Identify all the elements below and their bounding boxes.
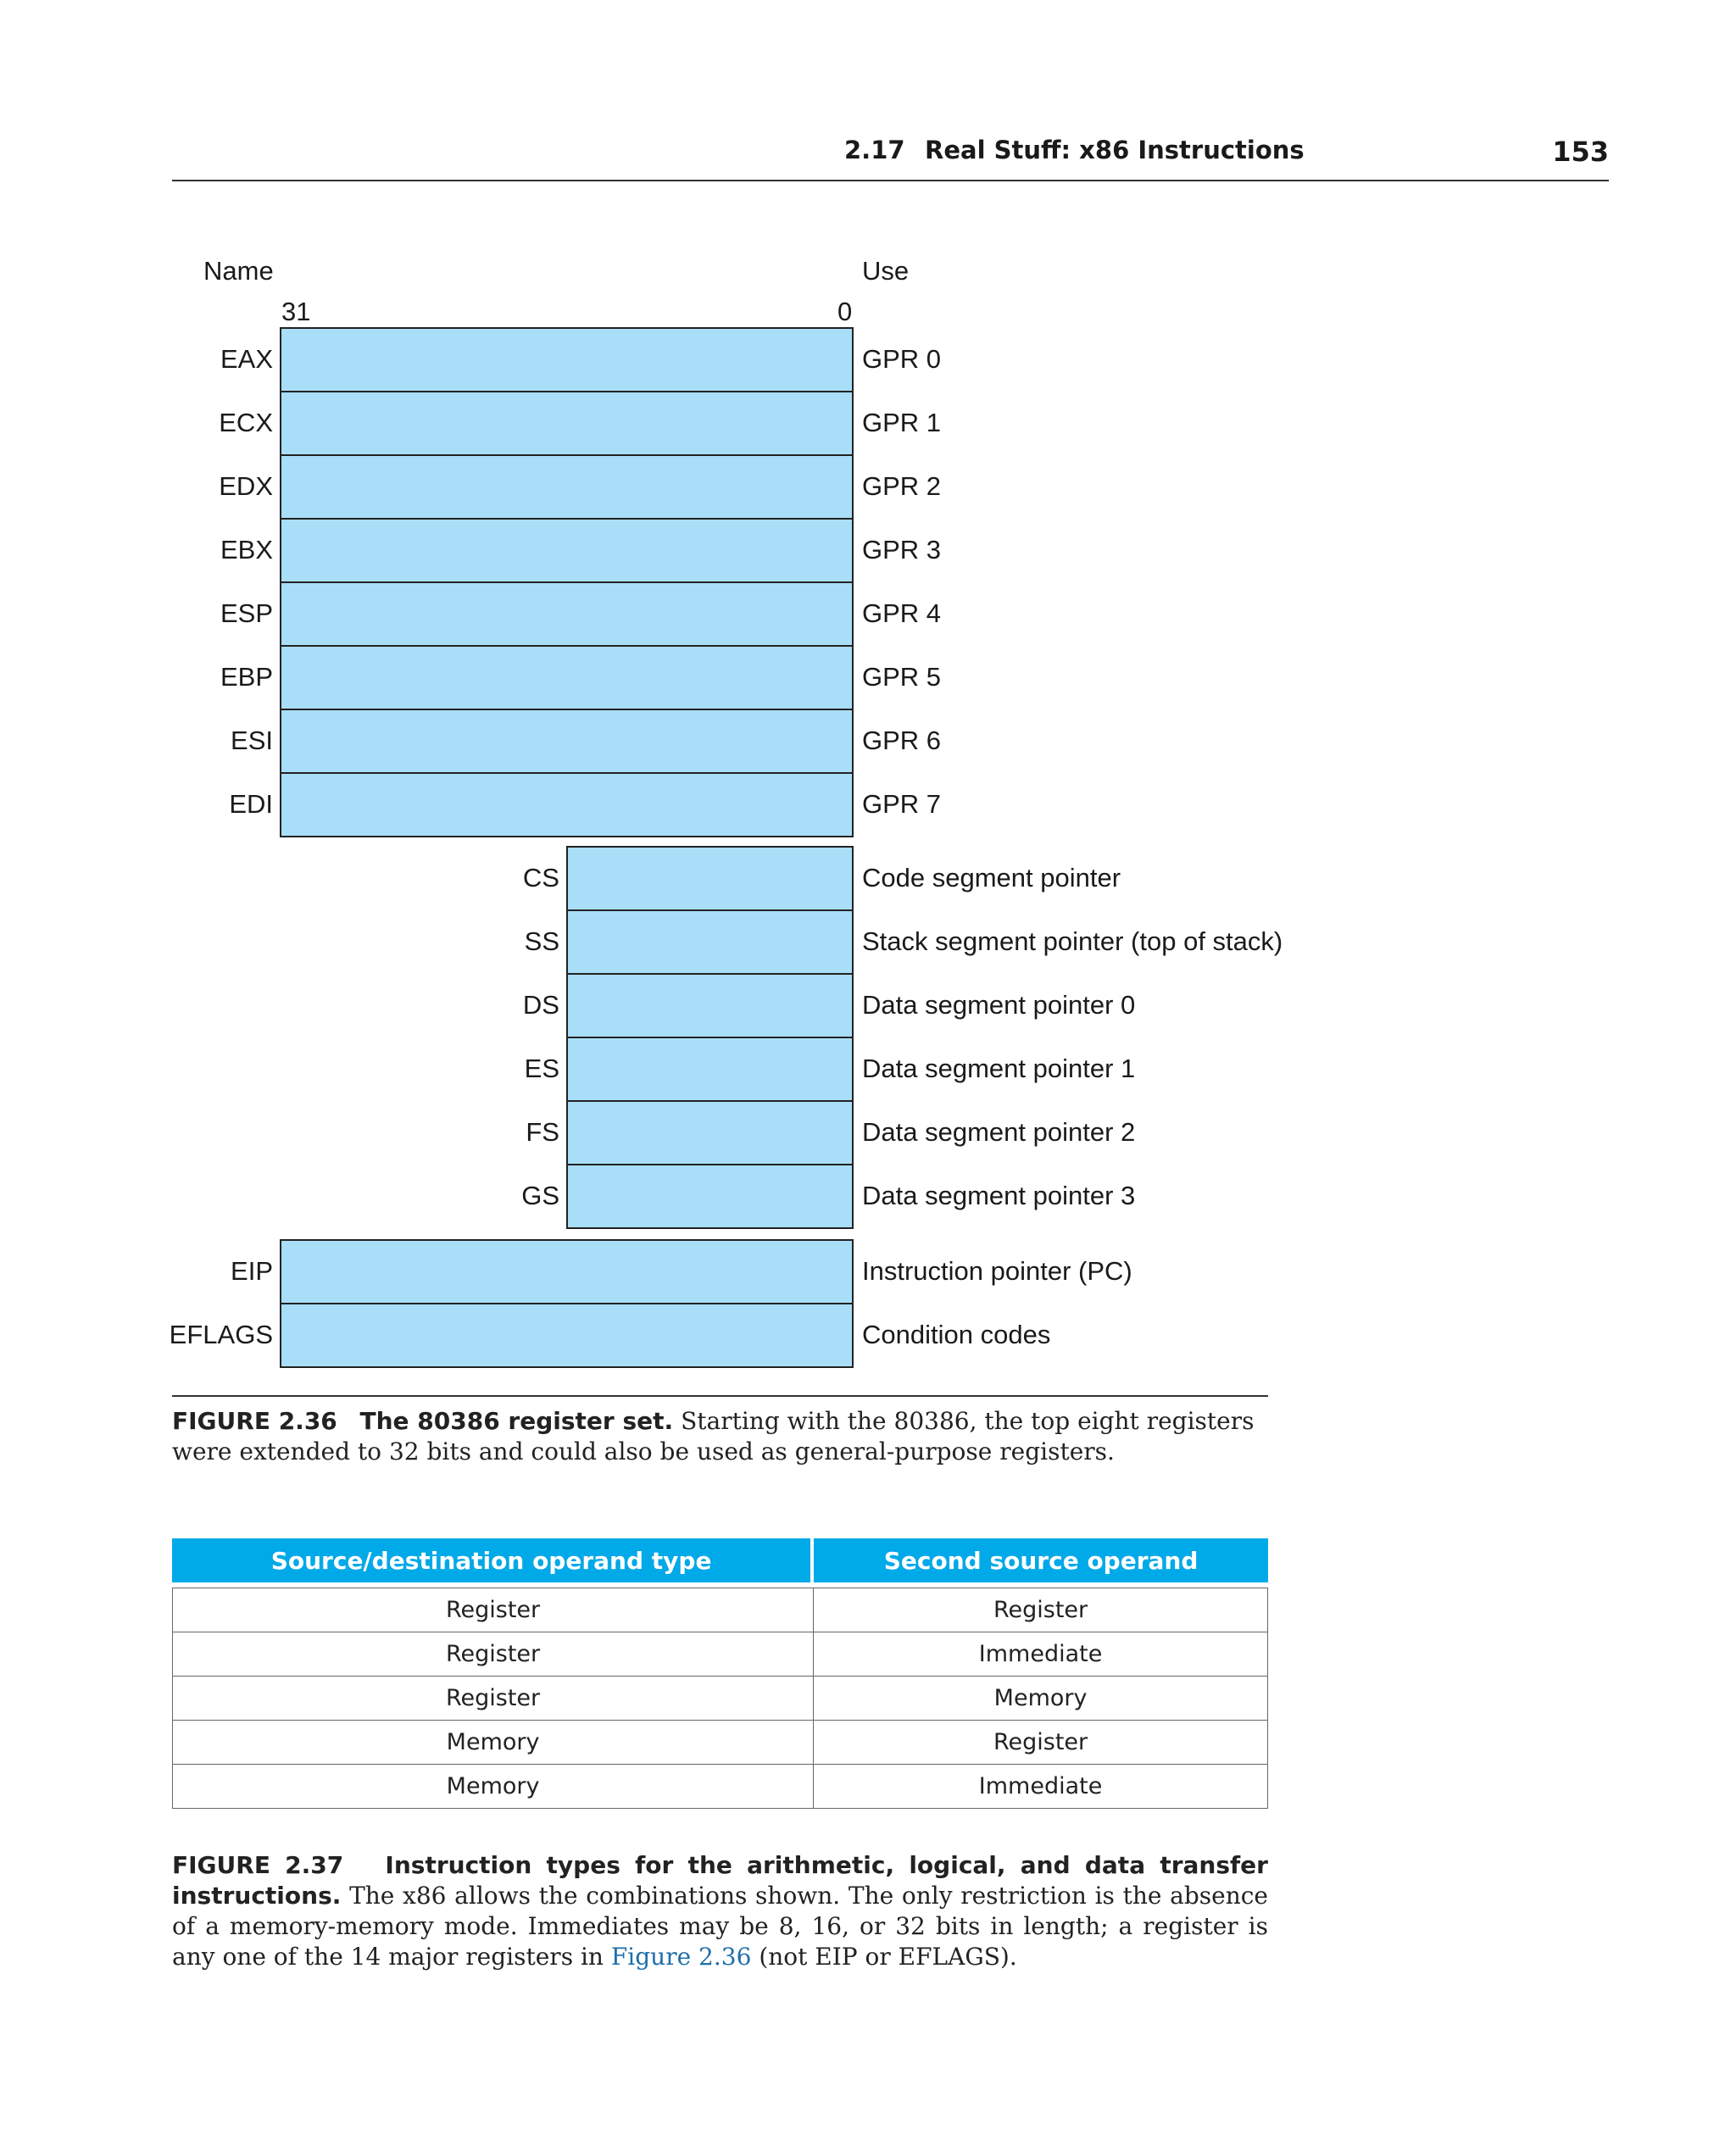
register-box [566,909,854,975]
register-use: GPR 5 [862,662,942,692]
register-use: Data segment pointer 0 [862,990,1136,1020]
figure-2-37-text: The x86 allows the combinations shown. The only restriction is the absence of a memory-memory mode. Immediates may be 8, 16, or 32 bits in length; a register is any one of the 14 major registers in [172,1882,1268,1971]
register-box [280,645,854,710]
register-name: SS [524,926,559,956]
figure-2-37-caption [172,1850,1268,1972]
register-name: ES [524,1054,559,1083]
register-name: EDI [229,789,273,819]
table-row [172,1765,1268,1809]
table-cell: Register [814,1588,1268,1632]
use-heading: Use [862,256,910,286]
register-box [280,454,854,520]
column-header-second-source: Second source operand [814,1538,1268,1582]
figure-2-36-link[interactable]: Figure 2.36 [610,1943,752,1971]
register-use: Instruction pointer (PC) [862,1256,1132,1286]
figure-2-36-text: Starting with the 80386, the top eight registers were extended to 32 bits and could also be used as general-purpose registers. [172,1407,1255,1465]
register-use: Code segment pointer [862,863,1121,893]
register-box [280,709,854,774]
register-box [280,518,854,583]
operand-types-table [172,1538,1268,1809]
register-box [280,327,854,392]
figure-2-36-title: The 80386 register set. [359,1407,674,1435]
register-box [566,846,854,911]
register-box [566,1100,854,1165]
table-cell: Immediate [814,1765,1268,1809]
register-use: Data segment pointer 1 [862,1054,1136,1083]
register-use: GPR 7 [862,789,942,819]
register-box [280,1239,854,1304]
register-use: GPR 1 [862,408,942,437]
register-use: Stack segment pointer (top of stack) [862,926,1283,956]
bit-31-label: 31 [281,297,311,326]
table-cell: Immediate [814,1632,1268,1677]
register-box [280,581,854,647]
register-use: Condition codes [862,1320,1051,1349]
register-use: GPR 0 [862,344,942,374]
table-cell: Register [172,1632,814,1677]
register-use: GPR 4 [862,598,942,628]
register-use: Data segment pointer 3 [862,1181,1136,1210]
table-cell: Register [814,1721,1268,1765]
register-box [566,973,854,1038]
register-name: EDX [219,471,273,501]
figure-2-37-title: Instruction types for the arithmetic, logical, and data transfer instructions. [172,1851,1268,1910]
register-box [566,1164,854,1229]
register-name: EFLAGS [169,1320,273,1349]
register-box [280,1303,854,1368]
register-name: EIP [231,1256,273,1286]
table-cell: Memory [172,1765,814,1809]
register-box [280,391,854,456]
figure-2-36-caption [172,1406,1268,1467]
column-header-source-destination: Source/destination operand type [172,1538,814,1582]
register-name: EBP [220,662,273,692]
table-row [172,1632,1268,1677]
table-cell: Memory [814,1677,1268,1721]
register-name: DS [522,990,559,1020]
register-use: GPR 2 [862,471,942,501]
register-name: ECX [219,408,273,437]
register-name: EAX [220,344,273,374]
register-name: EBX [220,535,273,564]
register-name: CS [522,863,559,893]
bit-0-label: 0 [837,297,853,326]
register-box [566,1037,854,1102]
register-name: FS [526,1117,559,1147]
figure-2-36-rule [172,1395,1268,1397]
name-heading: Name [203,256,274,286]
table-row [172,1721,1268,1765]
register-name: ESP [220,598,273,628]
register-name: GS [521,1181,559,1210]
table-cell: Register [172,1588,814,1632]
register-use: GPR 6 [862,726,942,755]
section-number: 2.17 [844,136,905,164]
section-title: Real Stuff: x86 Instructions [925,136,1305,164]
register-use: Data segment pointer 2 [862,1117,1136,1147]
table-row [172,1677,1268,1721]
page-number: 153 [1552,136,1609,168]
figure-2-36-label: FIGURE 2.36 [172,1407,337,1435]
register-box [280,772,854,837]
register-name: ESI [231,726,273,755]
table-cell: Register [172,1677,814,1721]
table-row [172,1588,1268,1632]
figure-2-37-text-end: (not EIP or EFLAGS). [759,1943,1017,1971]
table-cell: Memory [172,1721,814,1765]
figure-2-37-label: FIGURE 2.37 [172,1851,344,1879]
register-use: GPR 3 [862,535,942,564]
